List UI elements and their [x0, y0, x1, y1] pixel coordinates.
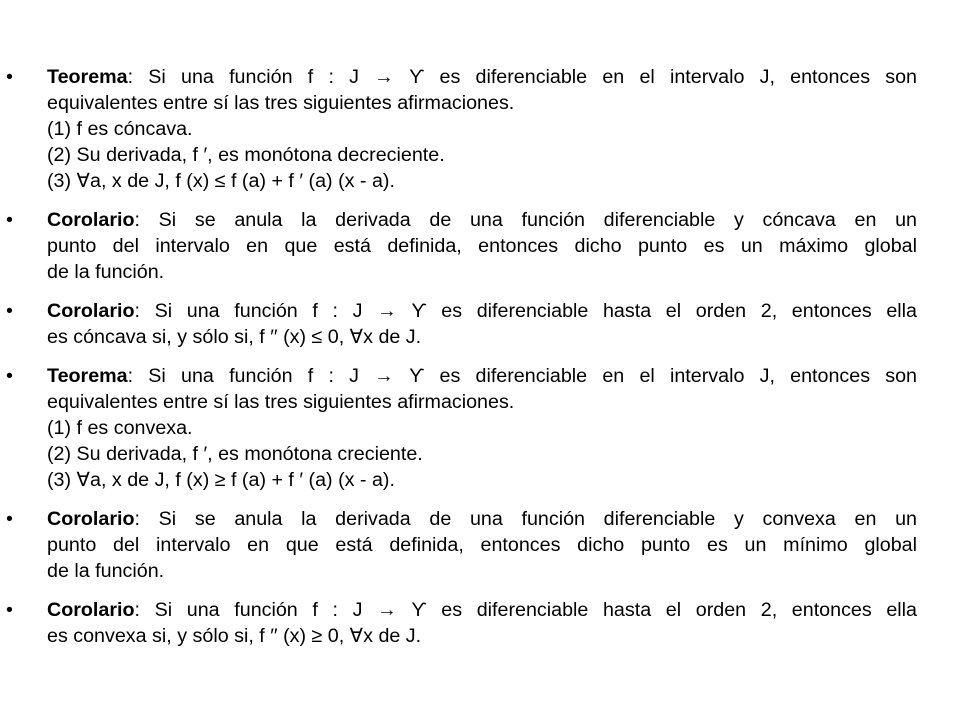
statement-list: [0, 64, 960, 662]
statement-line: (3) ∀a, x de J, f (x) ≥ f (a) + f ′ (a) (x - a).: [47, 469, 395, 491]
statement-line: (3) ∀a, x de J, f (x) ≤ f (a) + f ′ (a) (x - a).: [47, 170, 395, 192]
statement-label: Corolario: [47, 599, 135, 621]
statement-label: Corolario: [47, 209, 135, 231]
statement-line: es cóncava si, y sólo si, f ′′ (x) ≤ 0, ∀x de J.: [47, 326, 422, 348]
statement-line: (2) Su derivada, f ′, es monótona decreciente.: [47, 144, 445, 166]
statement-label: Teorema: [47, 365, 128, 387]
statement-text: Si se anula la derivada de una función diferenciable y convexa en un: [158, 508, 917, 530]
statement-line: punto del intervalo en que está definida, entonces dicho punto es un mínimo global: [47, 534, 917, 556]
statement-line: (1) f es cóncava.: [47, 118, 193, 140]
statement-label: Teorema: [47, 66, 128, 88]
statement-line: equivalentes entre sí las tres siguientes afirmaciones.: [47, 92, 515, 114]
statement-text: Si se anula la derivada de una función diferenciable y cóncava en un: [158, 209, 917, 231]
corollary-maximum: [0, 207, 917, 285]
corollary-minimum: [0, 506, 917, 584]
statement-line: Teorema: Si una función f : J → ϒ es diferenciable en el intervalo J, entonces son: [47, 365, 917, 387]
statement-label: Corolario: [47, 300, 135, 322]
statement-line: Corolario: Si una función f : J → ϒ es diferenciable hasta el orden 2, entonces ella: [47, 599, 917, 621]
statement-text: Si una función f : J → ϒ es diferenciable hasta el orden 2, entonces ella: [154, 300, 917, 322]
statement-text: Si una función f : J → ϒ es diferenciable en el intervalo J, entonces son: [148, 365, 917, 387]
statement-label: Corolario: [47, 508, 135, 530]
statement-line: Corolario: Si se anula la derivada de una función diferenciable y cóncava en un: [47, 209, 917, 231]
statement-line: equivalentes entre sí las tres siguientes afirmaciones.: [47, 391, 515, 413]
statement-line: punto del intervalo en que está definida, entonces dicho punto es un máximo global: [47, 235, 917, 257]
statement-line: (2) Su derivada, f ′, es monótona creciente.: [47, 443, 423, 465]
corollary-convex-second-derivative: [0, 597, 917, 649]
statement-line: de la función.: [47, 560, 165, 582]
statement-text: Si una función f : J → ϒ es diferenciable hasta el orden 2, entonces ella: [154, 599, 917, 621]
theorem-concave: [0, 64, 917, 194]
statement-line: Corolario: Si se anula la derivada de una función diferenciable y convexa en un: [47, 508, 917, 530]
statement-text: Si una función f : J → ϒ es diferenciable en el intervalo J, entonces son: [148, 66, 917, 88]
theorem-convex: [0, 363, 917, 493]
corollary-concave-second-derivative: [0, 298, 917, 350]
statement-line: Teorema: Si una función f : J → ϒ es diferenciable en el intervalo J, entonces son: [47, 66, 917, 88]
statement-line: de la función.: [47, 261, 165, 283]
statement-line: es convexa si, y sólo si, f ′′ (x) ≥ 0, ∀x de J.: [47, 625, 422, 647]
statement-line: Corolario: Si una función f : J → ϒ es diferenciable hasta el orden 2, entonces ella: [47, 300, 917, 322]
statement-line: (1) f es convexa.: [47, 417, 193, 439]
